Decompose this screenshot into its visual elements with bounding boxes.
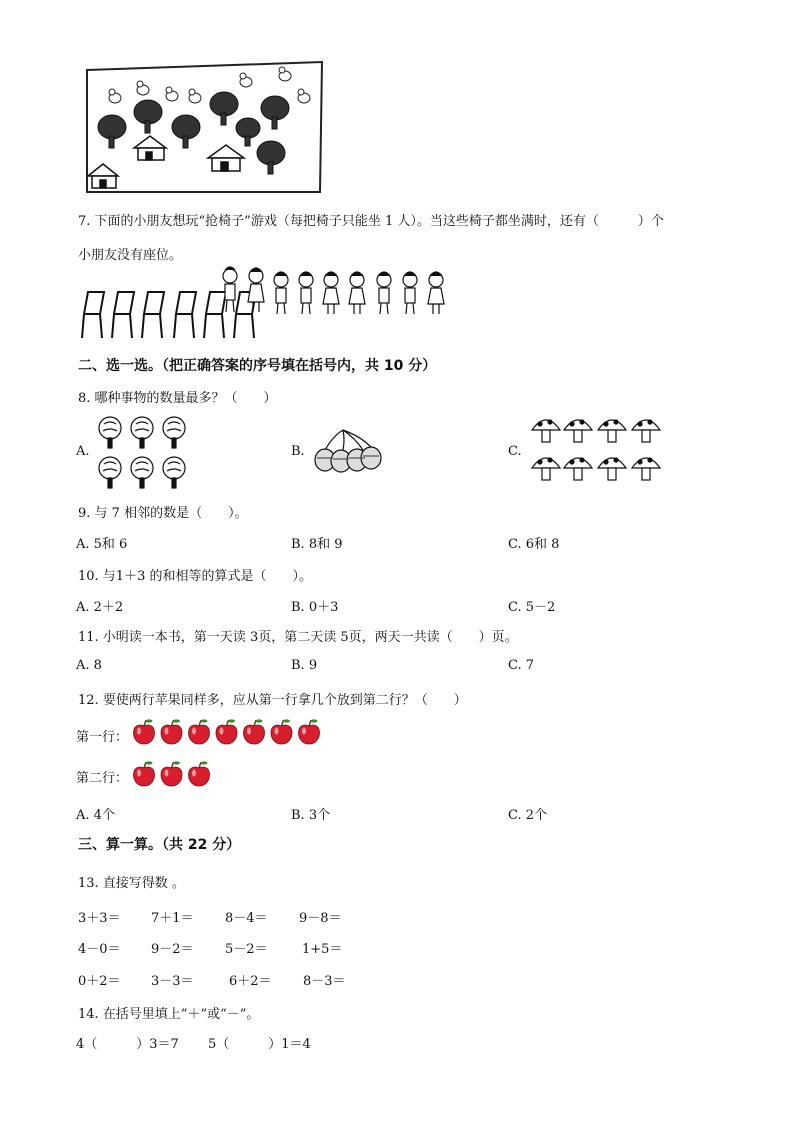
q8-cherries-picture — [313, 428, 383, 478]
question-8-option-b: B. — [291, 444, 305, 459]
question-14-stem: 14. 在括号里填上“＋”或“－”。 — [78, 1007, 260, 1022]
mushroom-icon — [632, 420, 660, 442]
question-11-option-a: A. 8 — [76, 658, 102, 673]
question-10-stem: 10. 与1＋3 的和相等的算式是（ ）。 — [78, 569, 312, 584]
calc-item: 1+5＝ — [302, 942, 343, 957]
calc-item: 8－3＝ — [303, 974, 346, 989]
apple-row-1 — [132, 718, 332, 746]
apple-icon — [189, 761, 210, 786]
apple-icon — [134, 761, 155, 786]
tree-icon — [99, 457, 121, 488]
calc-item: 5－2＝ — [225, 942, 268, 957]
chair-icon — [174, 292, 196, 338]
calc-item: 0＋2＝ — [78, 974, 121, 989]
apple-row-2-label: 第二行： — [76, 771, 129, 786]
question-8-option-a: A. — [76, 444, 90, 459]
question-12-stem: 12. 要使两行苹果同样多，应从第一行拿几个放到第二行？（ ） — [78, 693, 467, 708]
question-11-stem: 11. 小明读一本书，第一天读 3页，第二天读 5页，两天一共读（ ）页。 — [78, 630, 518, 645]
apple-icon — [299, 719, 320, 744]
apple-icon — [271, 719, 292, 744]
apple-row-1-label: 第一行： — [76, 730, 129, 745]
mushroom-icon — [632, 458, 660, 480]
question-13-stem: 13. 直接写得数 。 — [78, 876, 185, 891]
question-11-option-c: C. 7 — [508, 658, 535, 673]
child-icon — [299, 272, 313, 314]
apple-icon — [244, 719, 265, 744]
chair-icon — [142, 292, 164, 338]
chair-icon — [112, 292, 134, 338]
calc-item: 8－4＝ — [225, 911, 268, 926]
question-12-option-b: B. 3个 — [291, 808, 331, 823]
apple-icon — [161, 761, 182, 786]
question-10-option-a: A. 2＋2 — [76, 600, 124, 615]
q8-mushrooms-picture — [528, 412, 668, 487]
trees-houses-birds-picture — [0, 0, 794, 200]
tree-icon — [163, 457, 185, 488]
question-12-option-a: A. 4个 — [76, 808, 115, 823]
children-and-chairs-picture — [0, 262, 794, 342]
child-icon — [323, 272, 339, 314]
tree-icon — [163, 417, 185, 448]
mushroom-icon — [564, 420, 592, 442]
apple-icon — [161, 719, 182, 744]
section-3-title: 三、算一算。（共 22 分） — [78, 837, 241, 853]
mushroom-icon — [532, 458, 560, 480]
question-10-option-b: B. 0＋3 — [291, 600, 339, 615]
child-icon — [349, 272, 365, 314]
section-2-title: 二、选一选。（把正确答案的序号填在括号内，共 10 分） — [78, 358, 437, 374]
calc-item: 9－2＝ — [151, 942, 194, 957]
question-8-stem: 8. 哪种事物的数量最多？（ ） — [78, 391, 277, 406]
apple-icon — [134, 719, 155, 744]
child-icon — [223, 267, 237, 312]
mushroom-icon — [598, 420, 626, 442]
child-icon — [274, 272, 288, 314]
calc-item: 9－8＝ — [299, 911, 342, 926]
question-7-line-1: 7. 下面的小朋友想玩“抢椅子”游戏（每把椅子只能坐 1 人）。当这些椅子都坐满时，还有（ ）个 — [78, 214, 664, 229]
calc-item: 3－3＝ — [151, 974, 194, 989]
calc-item: 6＋2＝ — [229, 974, 272, 989]
tree-icon — [131, 457, 153, 488]
mushroom-icon — [598, 458, 626, 480]
question-8-option-c: C. — [508, 444, 522, 459]
child-icon — [403, 272, 417, 314]
tree-icon — [131, 417, 153, 448]
question-9-option-b: B. 8和 9 — [291, 537, 343, 552]
apple-icon — [189, 719, 210, 744]
chair-icon — [82, 292, 104, 338]
mushroom-icon — [532, 420, 560, 442]
mushroom-icon — [564, 458, 592, 480]
fill-operator-item: 4（ ）3＝7 — [76, 1037, 179, 1052]
apple-row-2 — [132, 760, 332, 788]
calc-item: 7＋1＝ — [151, 911, 194, 926]
calc-item: 4－0＝ — [78, 942, 121, 957]
question-9-option-c: C. 6和 8 — [508, 537, 560, 552]
question-9-stem: 9. 与 7 相邻的数是（ ）。 — [78, 506, 248, 521]
chair-icon — [204, 292, 226, 338]
child-icon — [377, 272, 391, 314]
question-9-option-a: A. 5和 6 — [76, 537, 128, 552]
question-7-line-2: 小朋友没有座位。 — [78, 248, 183, 263]
q8-trees-picture — [96, 410, 196, 490]
calc-item: 3＋3＝ — [78, 911, 121, 926]
child-icon — [428, 272, 444, 314]
question-10-option-c: C. 5－2 — [508, 600, 556, 615]
tree-icon — [99, 417, 121, 448]
apple-icon — [216, 719, 237, 744]
child-icon — [248, 268, 264, 312]
fill-operator-item: 5（ ）1＝4 — [208, 1037, 311, 1052]
question-11-option-b: B. 9 — [291, 658, 318, 673]
question-12-option-c: C. 2个 — [508, 808, 548, 823]
